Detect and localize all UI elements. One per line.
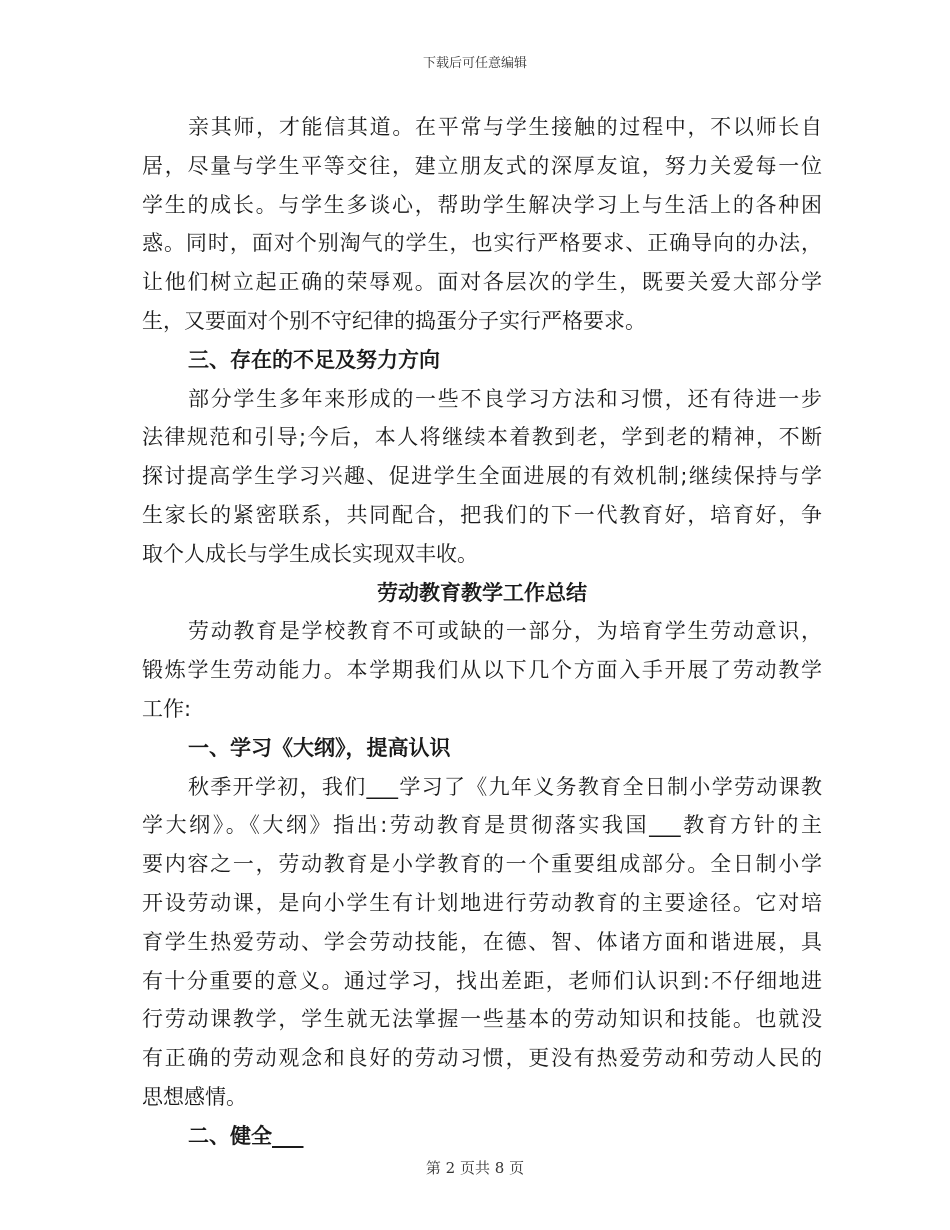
text-line: 锻炼学生劳动能力。本学期我们从以下几个方面入手开展了劳动教学 [142, 658, 822, 683]
section-heading: 一、学习《大纲》，提高认识 [188, 735, 451, 760]
text-line: 生家长的紧密联系，共同配合，把我们的下一代教育好，培育好，争 [142, 502, 822, 527]
text-line: 要内容之一，劳动教育是小学教育的一个重要组成部分。全日制小学 [142, 852, 822, 877]
page-footer: 第 2 页共 8 页 [425, 1159, 525, 1177]
text-line: 学生的成长。与学生多谈心，帮助学生解决学习上与生活上的各种困 [142, 192, 822, 217]
text-line: 学大纲》。《大纲》指出:劳动教育是贯彻落实我国___教育方针的主 [142, 813, 822, 838]
text-line: 居，尽量与学生平等交往，建立朋友式的深厚友谊，努力关爱每一位 [142, 153, 822, 178]
text-line: 生，又要面对个别不守纪律的捣蛋分子实行严格要求。 [142, 308, 646, 333]
text-line: 让他们树立起正确的荣辱观。面对各层次的学生，既要关爱大部分学 [142, 270, 822, 295]
text-line: 开设劳动课，是向小学生有计划地进行劳动教育的主要途径。它对培 [142, 890, 822, 915]
text-line: 亲其师，才能信其道。在平常与学生接触的过程中，不以师长自 [188, 115, 822, 139]
text-line: 有十分重要的意义。通过学习，找出差距，老师们认识到:不仔细地进 [142, 968, 822, 993]
text-line: 劳动教育是学校教育不可或缺的一部分，为培育学生劳动意识， [188, 619, 822, 644]
document-body [142, 108, 822, 1156]
page-header: 下载后可任意编辑 [422, 56, 527, 71]
section-heading: 二、健全___ [188, 1123, 304, 1148]
text-line: 惑。同时，面对个别淘气的学生，也实行严格要求、正确导向的办法， [142, 231, 822, 256]
text-line: 取个人成长与学生成长实现双丰收。 [142, 541, 478, 566]
text-line: 行劳动课教学，学生就无法掌握一些基本的劳动知识和技能。也就没 [142, 1007, 822, 1032]
text-line: 育学生热爱劳动、学会劳动技能，在德、智、体诸方面和谐进展，具 [142, 929, 822, 954]
text-line: 工作: [142, 696, 192, 721]
section-heading: 三、存在的不足及努力方向 [188, 347, 440, 372]
text-line: 思想感情。 [142, 1084, 247, 1109]
text-line: 法律规范和引导;今后，本人将继续本着教到老，学到老的精神，不断 [142, 425, 822, 450]
text-line: 探讨提高学生学习兴趣、促进学生全面进展的有效机制;继续保持与学 [142, 464, 822, 489]
text-line: 部分学生多年来形成的一些不良学习方法和习惯，还有待进一步 [188, 386, 822, 411]
document-title: 劳动教育教学工作总结 [377, 580, 587, 605]
text-line: 有正确的劳动观念和良好的劳动习惯，更没有热爱劳动和劳动人民的 [142, 1046, 822, 1071]
text-line: 秋季开学初，我们___学习了《九年义务教育全日制小学劳动课教 [188, 774, 822, 799]
